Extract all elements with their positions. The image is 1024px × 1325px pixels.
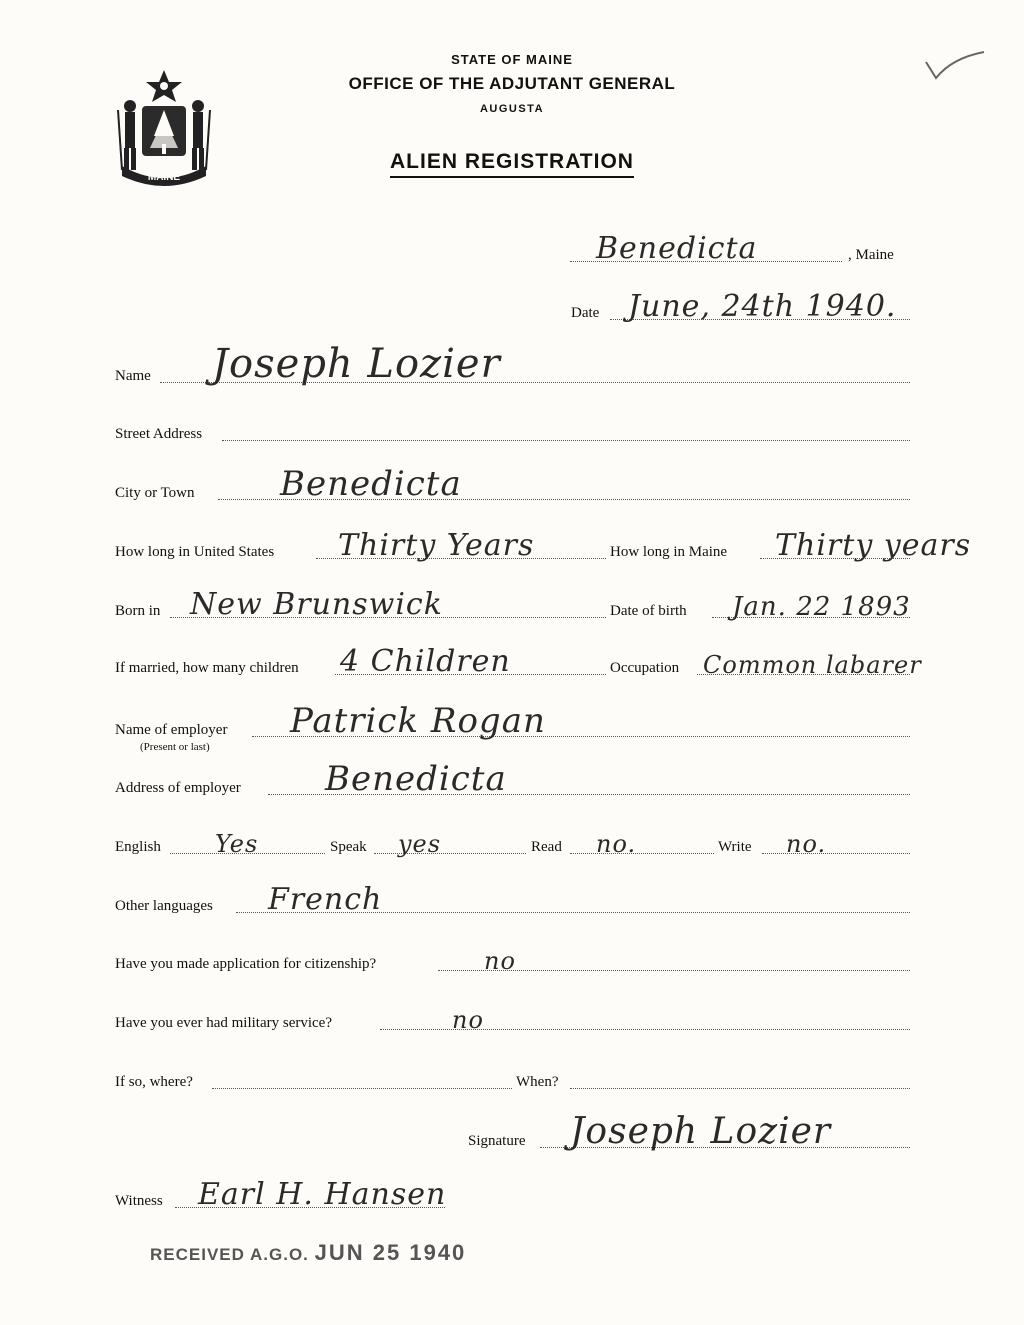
date-row: [0, 286, 1024, 326]
street-label: Street Address: [115, 426, 203, 442]
read-value: no.: [596, 830, 637, 858]
speak-value: yes: [398, 830, 442, 858]
received-stamp: [150, 1240, 466, 1266]
employer-sublabel: (Present or last): [140, 741, 210, 753]
where-when-row: [0, 1055, 1024, 1095]
how-long-maine-label: How long in Maine: [610, 544, 728, 560]
header-city: AUGUSTA: [479, 103, 545, 115]
children-value: 4 Children: [340, 644, 511, 679]
other-lang-value: French: [268, 882, 383, 917]
occupation-label: Occupation: [610, 660, 680, 676]
city-row: [0, 466, 1024, 506]
witness-row: [0, 1174, 1024, 1214]
form-title: ALIEN REGISTRATION: [390, 150, 634, 178]
other-lang-row: [0, 879, 1024, 919]
header-office: OFFICE OF THE ADJUTANT GENERAL: [348, 74, 676, 93]
speak-line: [374, 853, 526, 854]
employer-address-value: Benedicta: [325, 759, 507, 799]
date-value: June, 24th 1940.: [628, 289, 897, 324]
write-value: no.: [786, 830, 827, 858]
employer-row: [0, 701, 1024, 753]
name-value: Joseph Lozier: [212, 341, 501, 387]
military-value: no: [452, 1006, 484, 1034]
employer-label: Name of employer: [115, 722, 228, 738]
employer-address-label: Address of employer: [115, 780, 241, 796]
employer-address-row: [0, 761, 1024, 801]
dob-value: Jan. 22 1893: [732, 592, 911, 622]
how-long-row: [0, 525, 1024, 565]
employer-value: Patrick Rogan: [290, 701, 546, 741]
read-line: [570, 853, 714, 854]
svg-text:MAINE: MAINE: [147, 172, 181, 183]
english-row: [0, 820, 1024, 860]
children-row: [0, 641, 1024, 681]
english-label: English: [115, 839, 161, 855]
occupation-value: Common labarer: [703, 651, 922, 679]
form-title-row: [0, 150, 1024, 178]
witness-value: Earl H. Hansen: [198, 1177, 447, 1212]
dob-label: Date of birth: [610, 603, 687, 619]
where-line: [212, 1088, 512, 1089]
other-lang-label: Other languages: [115, 898, 213, 914]
speak-label: Speak: [330, 839, 367, 855]
where-label: If so, where?: [115, 1074, 193, 1090]
children-label: If married, how many children: [115, 660, 299, 676]
signature-row: [0, 1111, 1024, 1154]
received-stamp-text: RECEIVED A.G.O.: [150, 1245, 309, 1264]
header-state: STATE OF MAINE: [451, 52, 573, 67]
how-long-maine-value: Thirty years: [775, 528, 972, 563]
town-value: Benedicta: [596, 231, 758, 266]
born-row: [0, 584, 1024, 624]
city-label: City or Town: [115, 485, 195, 501]
english-value: Yes: [215, 830, 259, 858]
name-label: Name: [115, 368, 151, 384]
town-suffix: , Maine: [848, 247, 894, 263]
write-line: [762, 853, 910, 854]
town-row: [0, 228, 1024, 268]
signature-value: Joseph Lozier: [570, 1111, 832, 1152]
street-line: [222, 440, 910, 441]
citizenship-label: Have you made application for citizenship?: [115, 956, 377, 972]
write-label: Write: [718, 839, 752, 855]
born-label: Born in: [115, 603, 161, 619]
how-long-us-value: Thirty Years: [338, 528, 535, 563]
when-label: When?: [516, 1074, 559, 1090]
citizenship-row: [0, 937, 1024, 977]
military-label: Have you ever had military service?: [115, 1015, 332, 1031]
street-row: [0, 407, 1024, 447]
date-label: Date: [571, 305, 600, 321]
how-long-us-label: How long in United States: [115, 544, 275, 560]
received-stamp-date: JUN 25 1940: [314, 1240, 467, 1265]
read-label: Read: [531, 839, 562, 855]
signature-label: Signature: [468, 1133, 526, 1149]
born-value: New Brunswick: [190, 587, 443, 622]
name-row: [0, 341, 1024, 389]
city-value: Benedicta: [280, 464, 462, 504]
citizenship-value: no: [484, 947, 516, 975]
when-line: [570, 1088, 910, 1089]
witness-label: Witness: [115, 1193, 163, 1209]
military-row: [0, 996, 1024, 1036]
